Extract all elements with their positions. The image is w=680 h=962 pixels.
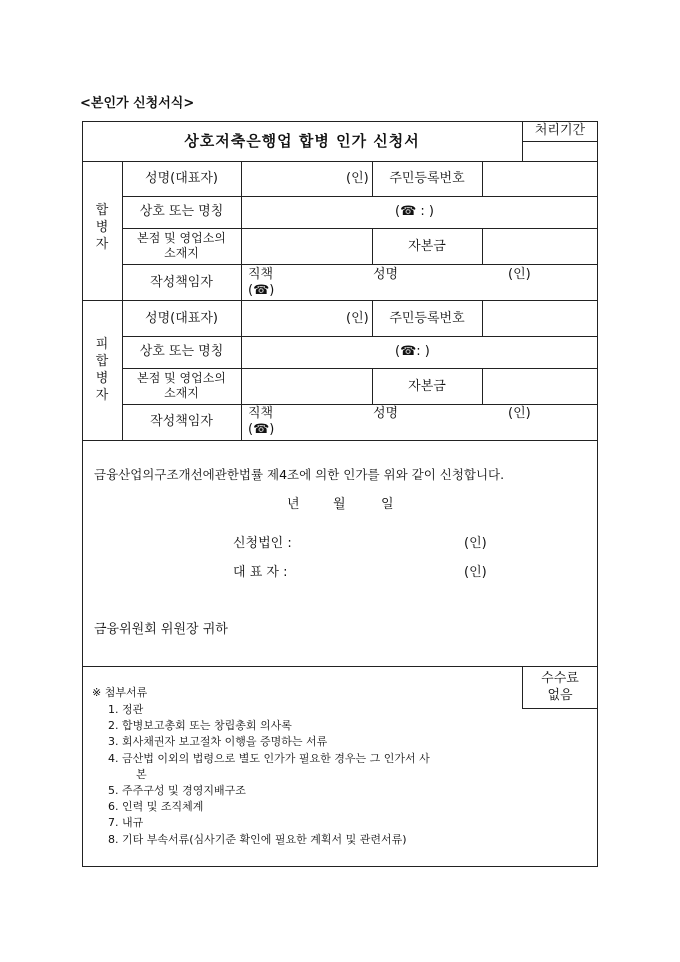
merged-preparer-phone: (☎) bbox=[248, 422, 275, 437]
representative-field[interactable] bbox=[305, 561, 455, 583]
merging-resident-no-label: 주민등록번호 bbox=[389, 171, 465, 186]
list-item: 본 bbox=[136, 767, 147, 781]
list-item: 1. 정관 bbox=[108, 703, 144, 716]
processing-period-field[interactable] bbox=[523, 142, 598, 161]
merging-preparer-label: 작성책임자 bbox=[150, 275, 213, 290]
merged-phone: (☎: ) bbox=[395, 344, 430, 359]
date-year: 년 bbox=[287, 497, 300, 512]
merging-head-office-field[interactable] bbox=[242, 229, 372, 264]
merging-head-office-label: 본점 및 영업소의 소재지 bbox=[137, 231, 226, 260]
merged-trade-name-label: 상호 또는 명칭 bbox=[139, 344, 224, 359]
representative-label: 대 표 자 : bbox=[233, 565, 288, 580]
fee-box: 수수료 없음 bbox=[541, 671, 579, 703]
list-item: 2. 합병보고총회 또는 창립총회 의사록 bbox=[108, 719, 292, 733]
addressee: 금융위원회 위원장 귀하 bbox=[94, 622, 228, 637]
merged-preparer-seal: (인) bbox=[508, 406, 531, 421]
applicant-seal: (인) bbox=[464, 536, 487, 551]
form-heading: <본인가 신청서식> bbox=[80, 96, 195, 111]
application-statement: 금융산업의구조개선에관한법률 제4조에 의한 인가를 위와 같이 신청합니다. bbox=[94, 467, 505, 482]
merging-preparer-phone: (☎) bbox=[248, 283, 275, 298]
merged-resident-no-field[interactable] bbox=[483, 301, 598, 336]
representative-seal: (인) bbox=[464, 565, 487, 580]
merging-capital-field[interactable] bbox=[483, 229, 598, 264]
merged-rep-name-label: 성명(대표자) bbox=[145, 311, 218, 326]
merged-resident-no-label: 주민등록번호 bbox=[389, 311, 465, 326]
processing-period-label: 처리기간 bbox=[534, 123, 586, 138]
merging-capital-label: 자본금 bbox=[408, 239, 446, 254]
attachments-title: ※ 첨부서류 bbox=[92, 686, 148, 699]
merging-section-label: 합 병 자 bbox=[95, 203, 109, 252]
merged-head-office-field[interactable] bbox=[242, 369, 372, 404]
merging-name-label: 성명 bbox=[373, 267, 399, 282]
merged-position-label: 직책 bbox=[248, 406, 274, 421]
merging-rep-name-label: 성명(대표자) bbox=[145, 171, 218, 186]
list-item: 3. 회사채권자 보고절차 이행을 증명하는 서류 bbox=[108, 735, 328, 749]
merging-position-label: 직책 bbox=[248, 267, 274, 282]
merging-trade-name-label: 상호 또는 명칭 bbox=[139, 204, 224, 219]
attachments-list bbox=[108, 702, 528, 848]
date-month: 월 bbox=[333, 497, 346, 512]
merged-name-label: 성명 bbox=[373, 406, 399, 421]
list-item: 6. 인력 및 조직체계 bbox=[108, 800, 204, 814]
merged-preparer-label: 작성책임자 bbox=[150, 414, 213, 429]
merging-resident-no-field[interactable] bbox=[483, 162, 598, 196]
merging-seal: (인) bbox=[346, 171, 369, 186]
applicant-field[interactable] bbox=[305, 532, 455, 554]
merged-capital-field[interactable] bbox=[483, 369, 598, 404]
form-title: 상호저축은행업 합병 인가 신청서 bbox=[184, 132, 420, 150]
merging-preparer-seal: (인) bbox=[508, 267, 531, 282]
list-item: 8. 기타 부속서류(심사기준 확인에 필요한 계획서 및 관련서류) bbox=[108, 832, 407, 846]
list-item: 5. 주주구성 및 경영지배구조 bbox=[108, 784, 246, 798]
list-item: 7. 내규 bbox=[108, 816, 144, 830]
list-item: 4. 금산법 이외의 법령으로 별도 인가가 필요한 경우는 그 인가서 사 bbox=[108, 751, 430, 765]
merged-seal: (인) bbox=[346, 311, 369, 326]
merged-section-label: 피 합 병 자 bbox=[95, 337, 109, 403]
applicant-label: 신청법인 : bbox=[233, 536, 292, 551]
merged-capital-label: 자본금 bbox=[408, 379, 446, 394]
merging-phone: (☎ : ) bbox=[395, 204, 434, 219]
date-day: 일 bbox=[381, 497, 394, 512]
merged-head-office-label: 본점 및 영업소의 소재지 bbox=[137, 371, 226, 400]
